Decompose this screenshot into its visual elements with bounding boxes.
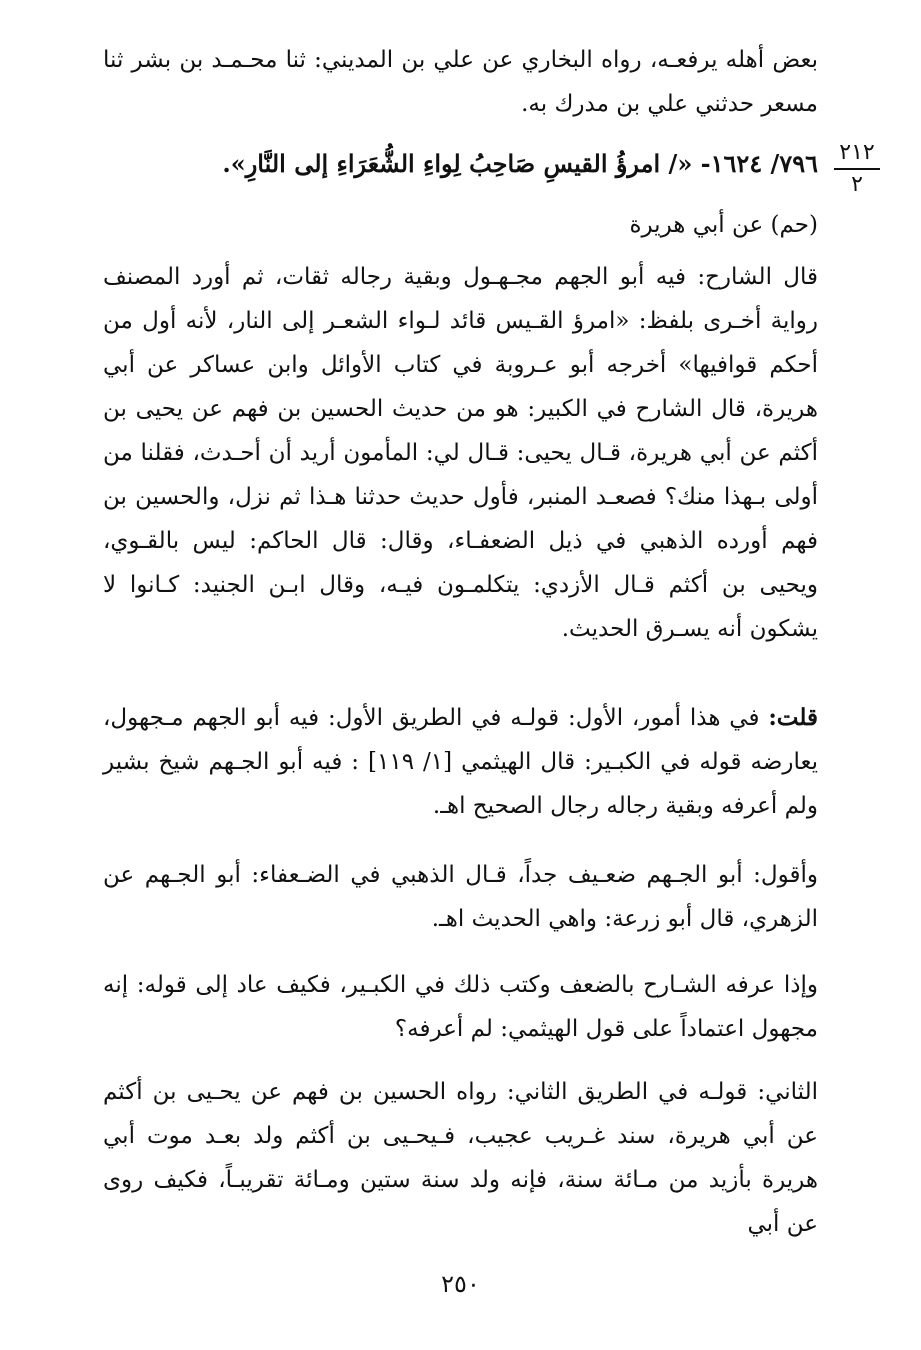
qultu-paragraph bbox=[103, 696, 818, 828]
thani-paragraph: الثاني: قولـه في الطريق الثاني: رواه الحسين بن فهم عن يحـيى بن أكثم عن أبي هريرة، سند غـريب عجيب، فـيحـيى بن أكثم ولد بعـد موت أبي هريرة بأزيد من مـائة سنة، فإنه ولد سنة ستين ومـائة تقريبـاً، فكيف روى عن أبي bbox=[103, 1079, 818, 1237]
hadith-heading: ٧٩٦/ ١٦٢٤- «/ امرؤُ القيسِ صَاحِبُ لِواءِ الشُّعَرَاءِ إلى النَّارِ». bbox=[222, 149, 818, 178]
margin-ref-rule bbox=[834, 168, 880, 170]
qultu-text: في هذا أمور، الأول: قولـه في الطريق الأول: فيه أبو الجهم مـجهول، يعارضه قوله في الكبـير: قال الهيثمي [١/ ١١٩] : فيه أبو الجـهم شيخ بشير ولم أعرفه وبقية رجاله رجال الصحيح اهـ. bbox=[103, 705, 818, 819]
hadith-source: (حم) عن أبي هريرة bbox=[629, 212, 818, 238]
margin-reference bbox=[832, 140, 882, 198]
sharih-paragraph: قال الشارح: فيه أبو الجهم مجـهـول وبقية رجاله ثقات، ثم أورد المصنف رواية أخـرى بلفظ: «امرؤ القـيس قائد لـواء الشعـر إلى النار، لأنه أول من أحكم قوافيها» أخرجه أبو عـروبة في كتاب الأوائل وابن عساكر عن أبي هريرة، قال الشارح في الكبير: هو من حديث الحسين بن فهم عن يحيى بن أكثم عن أبي هريرة، قـال يحيى: قـال لي: المأمون أريد أن أحـدث، فقلنا من أولى بـهذا منك؟ فصعـد المنبر، فأول حديث حدثنا هـذا ثم نزل، والحسين بن فهم أورده الذهبي في ذيل الضعفـاء، وقال: قال الحاكم: ليس بالقـوي، ويحيى بن أكثم قـال الأزدي: يتكلمـون فيـه، وقال ابـن الجنيد: كـانوا لا يشكون أنه يسـرق الحديث. bbox=[103, 264, 818, 642]
margin-ref-bottom: ٢ bbox=[851, 172, 863, 197]
qultu-label: قلت: bbox=[768, 704, 818, 731]
idha-paragraph: وإذا عرفه الشـارح بالضعف وكتب ذلك في الكبـير، فكيف عاد إلى قوله: إنه مجهول اعتماداً على قول الهيثمي: لم أعرفه؟ bbox=[103, 972, 818, 1042]
intro-paragraph: بعض أهله يرفعـه، رواه البخاري عن علي بن المديني: ثنا محـمـد بن بشر ثنا مسعر حدثني علي بن مدرك به. bbox=[103, 47, 818, 117]
aqulu-paragraph: وأقول: أبو الجـهم ضعـيف جداً، قـال الذهبي في الضـعفاء: أبو الجـهم عن الزهري، قال أبو زرعة: واهي الحديث اهـ. bbox=[103, 862, 818, 932]
page-number: ٢٥٠ bbox=[441, 1270, 480, 1298]
margin-ref-top: ٢١٢ bbox=[839, 140, 875, 165]
